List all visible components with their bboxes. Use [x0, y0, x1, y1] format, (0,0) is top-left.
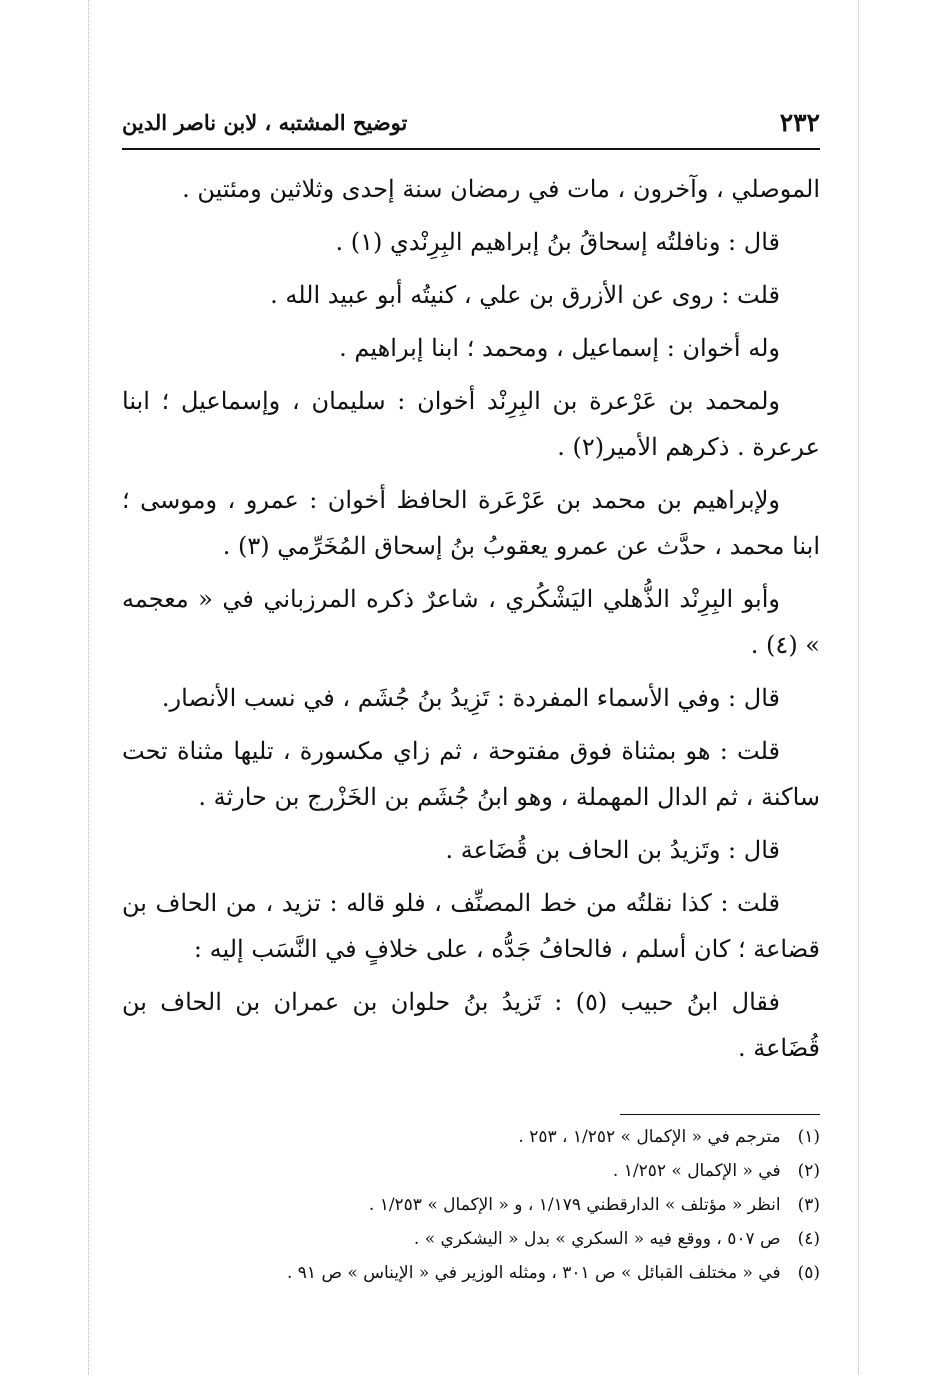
header-rule: [122, 148, 820, 150]
paragraph: الموصلي ، وآخرون ، مات في رمضان سنة إحدى وثلاثين ومئتين .: [182, 175, 820, 203]
main-text: [122, 166, 820, 1078]
footnote-number: (٥): [797, 1263, 820, 1283]
footnote-text: في « مختلف القبائل » ص ٣٠١ ، ومثله الوزير في « الإيناس » ص ٩١ .: [286, 1263, 781, 1283]
paragraph: قلت : كذا نقلتُه من خط المصنِّف ، فلو قاله : تزيد ، من الحاف بن قضاعة ؛ كان أسلم ، فالحافُ جَدُّه ، على خلافٍ في النَّسَب إليه :: [122, 889, 820, 963]
footnote-text: مترجم في « الإكمال » ١/٢٥٢ ، ٢٥٣ .: [518, 1127, 781, 1147]
footnote: [122, 1120, 820, 1154]
footnote-text: ص ٥٠٧ ، ووقع فيه « السكري » بدل « اليشكري » .: [413, 1229, 781, 1249]
footnote: [122, 1222, 820, 1256]
page-number: ٢٣٢: [779, 108, 820, 137]
footnote-number: (١): [797, 1127, 820, 1147]
footnotes: [122, 1120, 820, 1290]
paragraph: قلت : هو بمثناة فوق مفتوحة ، ثم زاي مكسورة ، تليها مثناة تحت ساكنة ، ثم الدال المهملة ، وهو ابنُ جُشَم بن الخَزْرج بن حارثة .: [122, 737, 820, 811]
page-header: [122, 108, 820, 144]
footnote: [122, 1188, 820, 1222]
paragraph: قلت : روى عن الأزرق بن علي ، كنيتُه أبو عبيد الله .: [270, 281, 780, 309]
scan-guide-line: [88, 0, 89, 1375]
footnote-number: (٣): [797, 1195, 820, 1215]
paragraph: وأبو البِرِنْد الذُّهلي اليَشْكُري ، شاعرٌ ذكره المرزباني في « معجمه » (٤) .: [122, 585, 820, 659]
footnote-text: في « الإكمال » ١/٢٥٢ .: [612, 1161, 781, 1181]
footnote-separator: [620, 1114, 820, 1115]
paragraph: قال : وفي الأسماء المفردة : تَزِيدُ بنُ جُشَم ، في نسب الأنصار.: [161, 684, 780, 712]
footnote-text: انظر « مؤتلف » الدارقطني ١/١٧٩ ، و « الإكمال » ١/٢٥٣ .: [368, 1195, 781, 1215]
footnote-number: (٤): [797, 1229, 820, 1249]
paragraph: ولإبراهيم بن محمد بن عَرْعَرة الحافظ أخوان : عمرو ، وموسى ؛ ابنا محمد ، حدَّث عن عمرو يعقوبُ بنُ إسحاق المُخَرِّمي (٣) .: [122, 486, 820, 560]
scan-guide-line: [858, 0, 859, 1375]
paragraph: وله أخوان : إسماعيل ، ومحمد ؛ ابنا إبراهيم .: [339, 334, 780, 362]
footnote-number: (٢): [797, 1161, 820, 1181]
paragraph: قال : وتَزيدُ بن الحاف بن قُضَاعة .: [445, 836, 780, 864]
paragraph: قال : ونافلتُه إسحاقُ بنُ إبراهيم البِرِنْدي (١) .: [335, 228, 780, 256]
footnote: [122, 1154, 820, 1188]
footnote: [122, 1256, 820, 1290]
paragraph: ولمحمد بن عَرْعرة بن البِرِنْد أخوان : سليمان ، وإسماعيل ؛ ابنا عرعرة . ذكرهم الأمير(٢) .: [122, 387, 820, 461]
running-title: توضيح المشتبه ، لابن ناصر الدين: [122, 110, 408, 135]
paragraph: فقال ابنُ حبيب (٥) : تَزيدُ بنُ حلوان بن عمران بن الحاف بن قُضَاعة .: [122, 988, 820, 1062]
